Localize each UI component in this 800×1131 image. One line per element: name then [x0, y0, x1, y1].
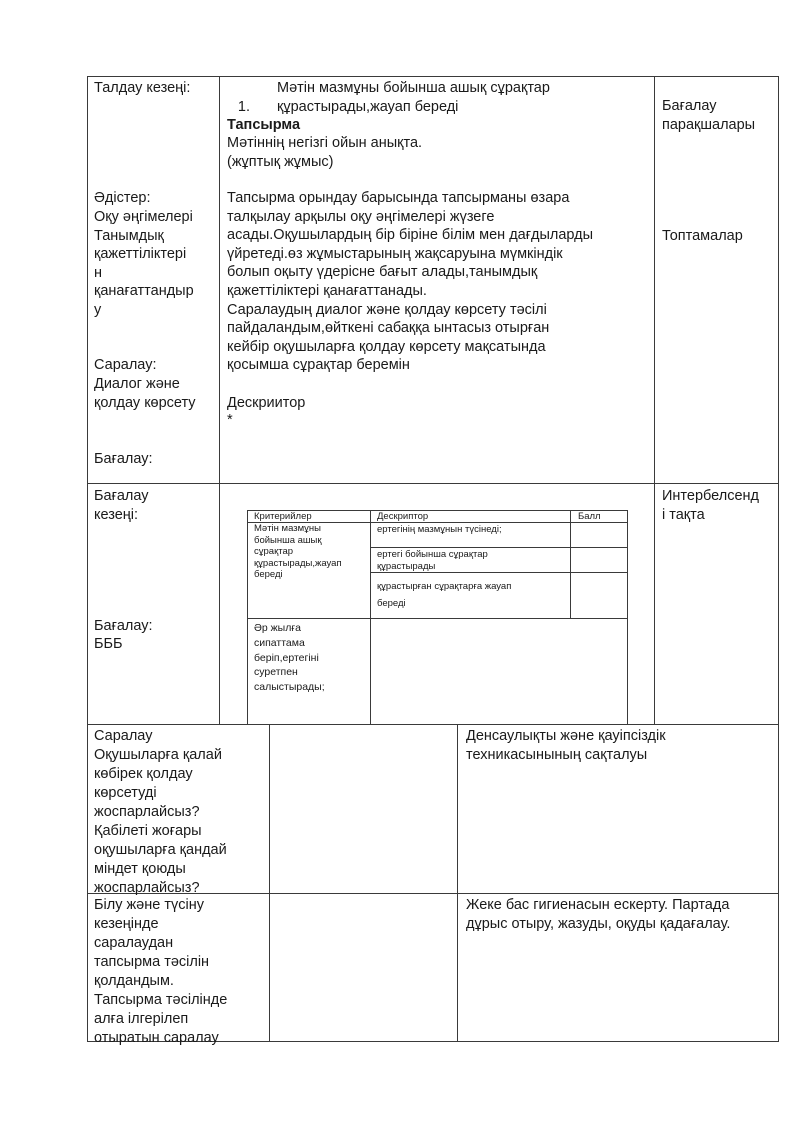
col-divider-b: [654, 76, 655, 724]
task-title: Тапсырма: [227, 117, 301, 133]
resource-collections: Топтамалар: [662, 228, 743, 244]
analysis-stage-label: Талдау кезеңі:: [94, 80, 191, 96]
methods-text: Оқу әңгімелері Танымдық қажеттіліктері н қанағаттандыр у: [94, 209, 194, 318]
differentiation-text: Диалог және қолдау көрсету: [94, 376, 196, 411]
methods-label: Әдістер:: [94, 190, 151, 206]
table-border-left: [87, 76, 88, 1042]
health-safety-heading: Денсаулықты және қауіпсіздік техникасынының сақталуы: [466, 728, 666, 763]
rubric-header-descriptor: Дескриптор: [377, 511, 429, 522]
assessment-stage-label: Бағалау кезеңі:: [94, 488, 149, 523]
assessment-value: БББ: [94, 636, 123, 652]
item-number: 1.: [237, 98, 250, 115]
rubric-header-score: Балл: [578, 511, 601, 522]
rubric-criterion-1: Мәтін мазмұны бойынша ашық сұрақтар құрастырады,жауап береді: [254, 523, 342, 580]
row-divider-1: [87, 483, 779, 484]
assessment-label-2: Бағалау:: [94, 618, 153, 634]
rubric-criterion-2: Әр жылға сипаттама беріп,ертегіні суретпен салыстырады;: [254, 622, 325, 694]
rubric-descriptor-3: құрастырған сұрақтарға жауап береді: [377, 581, 512, 609]
table-border-top: [87, 76, 779, 77]
numbered-item: [228, 79, 258, 116]
descriptor-mark: *: [227, 412, 233, 428]
numbered-item-text: Мәтін мазмұны бойынша ашық сұрақтар құрастырады,жауап береді: [277, 80, 550, 115]
resource-interactive-board: Интербелсенд і тақта: [662, 488, 760, 523]
resource-assessment-sheets: Бағалау парақшалары: [662, 98, 756, 133]
rubric-header-criteria: Критерийлер: [254, 511, 312, 522]
task-text: Мәтіннің негізгі ойын анықта. (жұптық жұмыс): [227, 135, 423, 170]
hygiene-reminder: Жеке бас гигиенасын ескерту. Партада дұрыс отыру, жазуды, оқуды қадағалау.: [466, 897, 731, 932]
col-divider-c: [269, 724, 270, 1042]
differentiation-reflection: Білу және түсіну кезеңінде саралаудан тапсырма тәсілін қолдандым. Тапсырма тәсілінде алға ілгерілеп отыратын саралау: [94, 897, 228, 1046]
rubric-descriptor-2: ертегі бойынша сұрақтар құрастырады: [377, 549, 488, 572]
task-paragraph: Тапсырма орындау барысында тапсырманы өзара талқылау арқылы оқу әңгімелері жүзеге асады.Оқушылардың бір біріне білім мен дағдыларды үйретеді.өз жұмыстарының жақсаруына мүмкіндік болып оқыту үдерісне бағыт алады,танымдық қажеттіліктері қанағаттанады. Саралаудың диалог және қолдау көрсету тәсілі пайдаландым,өйткені сабаққа ынтасыз отырған кейбір оқушыларға қолдау көрсету мақсатында қосымша сұрақтар беремін: [227, 190, 594, 374]
col-divider-d: [457, 724, 458, 1042]
differentiation-questions: Саралау Оқушыларға қалай көбірек қолдау көрсетуді жоспарлайсыз? Қабілеті жоғары оқушыларға қандай міндет қоюды жоспарлайсыз?: [94, 728, 227, 896]
col-divider-a: [219, 76, 220, 724]
differentiation-label: Саралау:: [94, 357, 157, 373]
descriptor-label: Дескриитор: [227, 395, 306, 411]
table-border-right: [778, 76, 779, 1042]
assessment-label: Бағалау:: [94, 451, 153, 467]
rubric-descriptor-1: ертегінің мазмұнын түсінеді;: [377, 524, 502, 535]
